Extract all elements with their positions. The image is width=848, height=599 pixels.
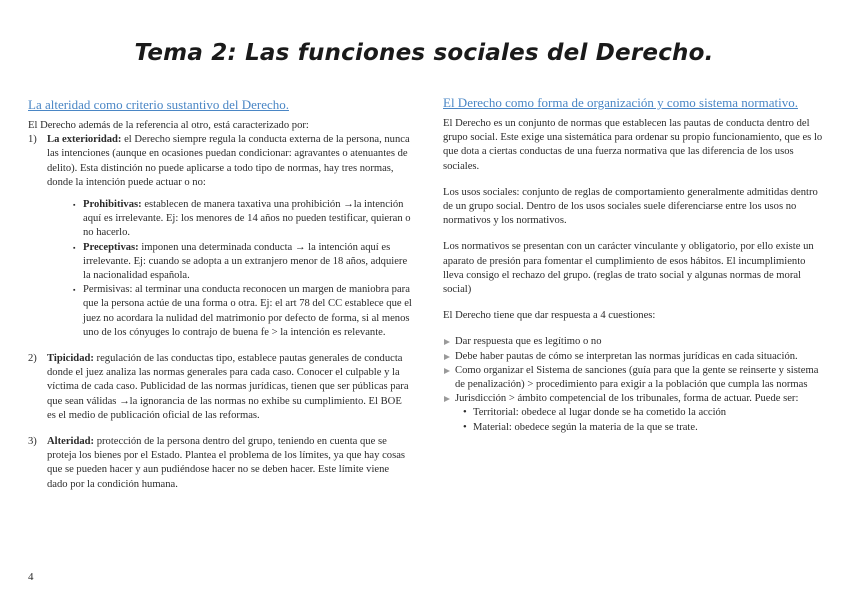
left-column <box>28 92 412 492</box>
list-item <box>443 350 823 364</box>
subitem-text: imponen una determinada conducta → la intención aquí es irrelevante. Ej: cuando se adopta a un extranjero menor de 18 años, adquiere la nacionalidad española. <box>83 241 408 282</box>
list-item <box>463 421 823 435</box>
item-text: protección de la persona dentro del grupo, teniendo en cuenta que se proteja los bienes por el Estado. Plantea el problema de los límites, ya que hay cosas que se pueden hacer y aun pudiéndose hacer no se deben hacer. Este límite viene dado por la condición humana. <box>47 436 406 490</box>
subitem-label: Prohibitivas: <box>83 199 142 211</box>
list-item <box>463 406 823 420</box>
subitem-text: establecen de manera taxativa una prohibición →la intención aquí es irrelevante. Ej: los menores de 14 años no pueden testificar, quieran o no hacerlo. <box>83 199 411 239</box>
jurisdiction-text: Territorial: obedece al lugar donde se ha cometido la acción <box>473 407 727 419</box>
right-section-heading: El Derecho como forma de organización y como sistema normativo. <box>443 95 798 110</box>
list-item <box>443 392 823 435</box>
jurisdiction-list <box>455 406 823 434</box>
item-number: 1) <box>28 134 37 146</box>
list-item <box>443 364 823 392</box>
right-column <box>443 92 823 435</box>
subitem-label: Preceptivas: <box>83 241 139 253</box>
question-text: Debe haber pautas de cómo se interpretan las normas jurídicas en cada situación. <box>455 350 798 362</box>
list-item <box>443 335 823 349</box>
numbered-item-tipicidad <box>28 352 412 423</box>
subitem-text: Permisivas: al terminar una conducta reconocen un margen de maniobra para que la persona actúe de una forma o otra. Ej: el art 78 del CC establece que el juez no acordara la nulidad del matrimonio por defecto de forma, si al menos uno de los cónyuges lo contrajo de buena fe > la intención es relevante. <box>83 284 412 338</box>
paragraph: Los normativos se presentan con un carácter vinculante y obligatorio, por ello existe un aparato de presión para fomentar el cumplimiento de esos hábitos. El incumplimiento lleva consigo el rechazo del grupo. (reglas de trato social y algunas normas de moral social) <box>443 241 814 296</box>
page-number: 4 <box>28 571 34 583</box>
item-text: regulación de las conductas tipo, establece pautas generales de conducta donde el juez analiza las normas generales para cada caso. Conocer el culpable y la víctima de cada caso. Publicidad de las normas jurídicas, tienen que ser públicas para que sean válidas →la ignorancia de las normas no exhibe su cumplimiento. El BOE es el medio de publicación oficial de las reformas. <box>47 353 409 421</box>
question-text: Como organizar el Sistema de sanciones (guía para que la gente se reinserte y sistema de penalización) > procedimiento para exigir a la población que cumpla las normas <box>455 364 819 391</box>
intention-norms-list <box>47 198 412 340</box>
left-intro: El Derecho además de la referencia al otro, está caracterizado por: <box>28 120 309 131</box>
numbered-item-exterioridad <box>28 133 412 340</box>
item-number: 2) <box>28 353 37 365</box>
question-text: Dar respuesta que es legítimo o no <box>455 336 602 348</box>
jurisdiction-text: Material: obedece según la materia de la que se trate. <box>473 421 698 433</box>
list-item-prohibitivas <box>73 198 412 241</box>
paragraph: El Derecho es un conjunto de normas que establecen las pautas de conducta dentro del grupo social. Este exige una sistemática para ordenar su propio funcionamiento, que es lo que dota a ciertas conductas de una fuerza normativa que las diferencia de los usos sociales. <box>443 118 823 172</box>
item-label: La exterioridad: <box>47 134 122 146</box>
list-item-permisivas <box>73 283 412 340</box>
question-text: Jurisdicción > ámbito competencial de los tribunales, forma de actuar. Puede ser: <box>455 393 799 405</box>
item-label: Alteridad: <box>47 436 95 448</box>
questions-list <box>443 335 823 434</box>
item-text: el Derecho siempre regula la conducta externa de la persona, nunca las intenciones (aunque en ocasiones puedan condicionar: agravantes o atenuantes de delito). Esta distinción no puede aplicarse a todo tipo de normas, hay tres normas, donde la intención puede actuar o no: <box>47 134 410 188</box>
left-section-heading: La alteridad como criterio sustantivo del Derecho. <box>28 97 289 112</box>
item-number: 3) <box>28 436 37 448</box>
page-title: Tema 2: Las funciones sociales del Derecho. <box>134 40 714 66</box>
paragraph: Los usos sociales: conjunto de reglas de comportamiento generalmente admitidas dentro de un grupo social. Dentro de los usos sociales suele diferenciarse entre los usos no normativos y los normativos. <box>443 186 818 227</box>
list-item-preceptivas <box>73 241 412 284</box>
numbered-item-alteridad <box>28 435 412 492</box>
paragraph: El Derecho tiene que dar respuesta a 4 cuestiones: <box>443 310 656 322</box>
item-label: Tipicidad: <box>47 353 94 365</box>
